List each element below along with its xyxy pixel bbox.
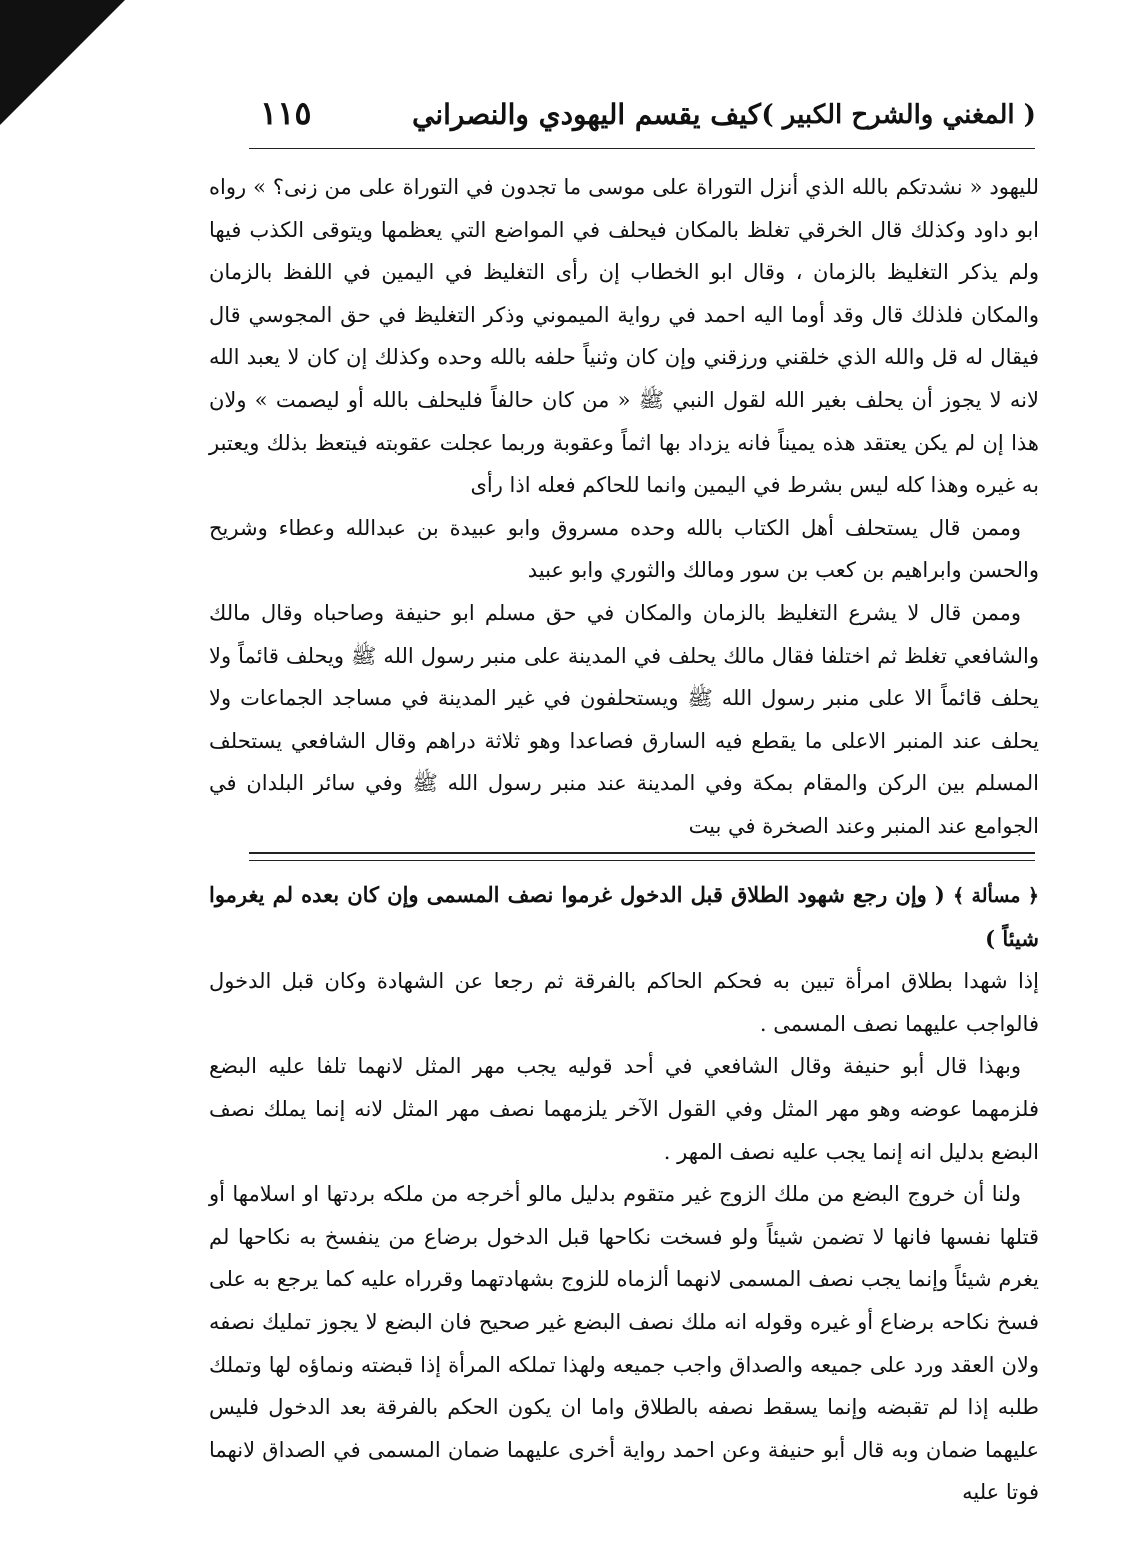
paragraph: ولنا أن خروج البضع من ملك الزوج غير متقوم بدليل مالو أخرجه من ملكه بردتها او اسلامها أو قتلها نفسها فانها لا تضمن شيئاً ولو فسخت نكاحها قبل الدخول برضاع من ينفسخ به نكاحها لم يغرم شيئاً وإنما يجب نصف المسمى لانهما ألزماه للزوج بشهادتهما وقرراه عليه كما يرجع به على فسخ نكاحه برضاع أو غيره وقوله انه ملك نصف البضع غير صحيح فان البضع لا يجوز تمليك نصفه ولان العقد ورد على جميعه والصداق واجب جميعه ولهذا تملكه المرأة إذا قبضته ونماؤه لها وتملك طلبه إذا لم تقبضه وإنما يسقط نصفه بالطلاق واما ان يكون الحكم بالفرقة بعد الدخول فليس عليهما ضمان وبه قال أبو حنيفة وعن احمد رواية أخرى عليهما ضمان المسمى في الصداق لانهما فوتا عليه [209, 1182, 1039, 1505]
chapter-title: كيف يقسم اليهودي والنصراني [411, 98, 761, 131]
page-header [246, 92, 1036, 140]
scan-corner-shadow [0, 0, 125, 125]
section-divider [249, 860, 1035, 861]
lower-section [209, 874, 1039, 1514]
book-title: ( المغني والشرح الكبير ) [761, 100, 1036, 130]
upper-section [209, 166, 1039, 848]
paragraph: وممن قال يستحلف أهل الكتاب بالله وحده مسروق وابو عبيدة بن عبدالله وعطاء وشريح والحسن وابراهيم بن كعب بن سور ومالك والثوري وابو عبيد [209, 515, 1039, 583]
masala-heading [209, 874, 1039, 960]
header-rule [249, 148, 1035, 149]
paragraph: لليهود « نشدتكم بالله الذي أنزل التوراة على موسى ما تجدون في التوراة على من زنى؟ » رواه ابو داود وكذلك قال الخرقي تغلظ بالمكان فيحلف في المواضع التي يعظمها ويتوقى الكذب فيها ولم يذكر التغليظ بالزمان ، وقال ابو الخطاب إن رأى التغليظ في اليمين في اللفظ بالزمان والمكان فلذلك قال وقد أوما اليه احمد في رواية الميموني وذكر التغليظ في حق المجوسي قال فيقال له قل والله الذي خلقني ورزقني وإن كان وثنياً حلفه بالله وحده وكذلك إن كان لا يعبد الله لانه لا يجوز أن يحلف بغير الله لقول النبي ﷺ « من كان حالفاً فليحلف بالله أو ليصمت » ولان هذا إن لم يكن يعتقد هذه يميناً فانه يزداد بها اثماً وعقوبة وربما عجلت عقوبته فيتعظ بذلك ويعتبر به غيره وهذا كله ليس بشرط في اليمين وانما للحاكم فعله اذا رأى [209, 175, 1039, 498]
paragraph: وبهذا قال أبو حنيفة وقال الشافعي في أحد قوليه يجب مهر المثل لانهما تلفا عليه البضع فلزمهما عوضه وهو مهر المثل وفي القول الآخر يلزمهما نصف مهر المثل لانه إنما يملك نصف البضع بدليل انه إنما يجب عليه نصف المهر . [209, 1054, 1039, 1164]
page-number: ١١٥ [260, 94, 312, 132]
masala-statement: ( وإن رجع شهود الطلاق قبل الدخول غرموا نصف المسمى وإن كان بعده لم يغرموا شيئاً ) [209, 882, 1039, 951]
masala-label: ﴿ مسألة ﴾ [953, 885, 1040, 907]
paragraph: وممن قال لا يشرع التغليظ بالزمان والمكان في حق مسلم ابو حنيفة وصاحباه وقال مالك والشافعي تغلظ ثم اختلفا فقال مالك يحلف في المدينة على منبر رسول الله ﷺ ويحلف قائماً ولا يحلف قائماً الا على منبر رسول الله ﷺ ويستحلفون في غير المدينة في مساجد الجماعات ولا يحلف عند المنبر الاعلى ما يقطع فيه السارق فصاعدا وهو ثلاثة دراهم وقال الشافعي يستحلف المسلم بين الركن والمقام بمكة وفي المدينة عند منبر رسول الله ﷺ وفي سائر البلدان في الجوامع عند المنبر وعند الصخرة في بيت [209, 600, 1039, 838]
section-divider [249, 852, 1035, 854]
paragraph: إذا شهدا بطلاق امرأة تبين به فحكم الحاكم بالفرقة ثم رجعا عن الشهادة وكان قبل الدخول فالواجب عليهما نصف المسمى . [209, 969, 1039, 1036]
